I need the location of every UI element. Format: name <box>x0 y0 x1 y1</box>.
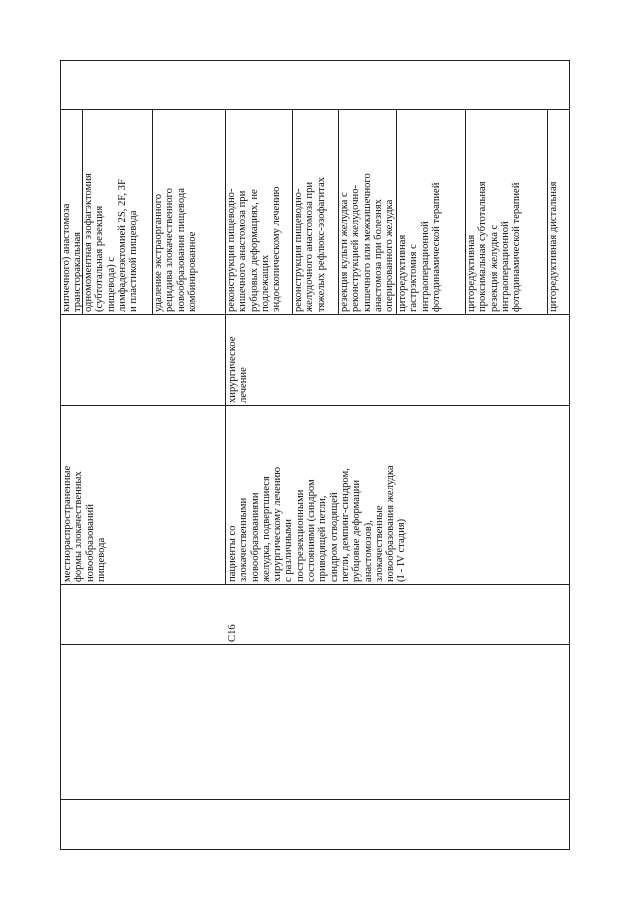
row1-treatment-1: кипчечного) анастомоза трансторакальная <box>61 203 84 312</box>
rotated-table <box>60 60 570 850</box>
row2-treatment-5: циторедуктивная проксимальная субтотальная резекция желудка с интраоперационной фотодинамической терапией <box>466 181 523 312</box>
row2-treatment-1: реконструкция пищеводно- кишечного анастомоза при рубцовых деформациях, не подлежащих эндоскопическому лечению <box>226 186 283 312</box>
row2-treatment-2: реконструкция пищеводно- желудочного анастомоза при тяжелых рефлюкс-эзофагитах <box>293 177 327 312</box>
row2-method-cell: хирургическое лечение <box>227 336 250 403</box>
row2-patients-cell: пациенты со злокачественными новообразованиями желудка, подвергшиеся хирургическому лечению с различными пострезекционными состояниями (синдром приводящей петли, синдром отводящей петли, демпинг-синдром, рубцовые деформации анастомозов), злокачественные новообразования желудка (I - IV стадия) <box>227 465 408 582</box>
row2-code-cell: C16 <box>227 624 238 642</box>
row1-treatment-2: одномоментная эзофагэктомия (субтотальная резекция пищевода) с лимфаденэктомией 2S, 2F, 3F и пластикой пищевода <box>83 173 140 312</box>
row2-treatment-4: циторедуктивная гастрэктомия с интраоперационной фотодинамической терапией <box>397 182 442 312</box>
table-border-left <box>60 849 570 850</box>
table-border-right <box>60 60 570 61</box>
col-divider-1 <box>60 799 570 800</box>
row1-disease-cell: местнораспространенные формы злокачественных новообразований пищевода <box>62 465 107 582</box>
row2-treatment-3: резекция культи желудка с реконструкцией желудочно- кишечного или межкишечного анастомоза при болезнях оперированного желудка <box>339 173 396 312</box>
row2-treatment-6: циторедуктивная дистальная <box>548 181 559 312</box>
table-border-bottom <box>569 60 570 850</box>
row1-treatment-3: удаление экстраорганного рецидива злокачественного новообразования пищевода комбинированное <box>153 188 198 312</box>
